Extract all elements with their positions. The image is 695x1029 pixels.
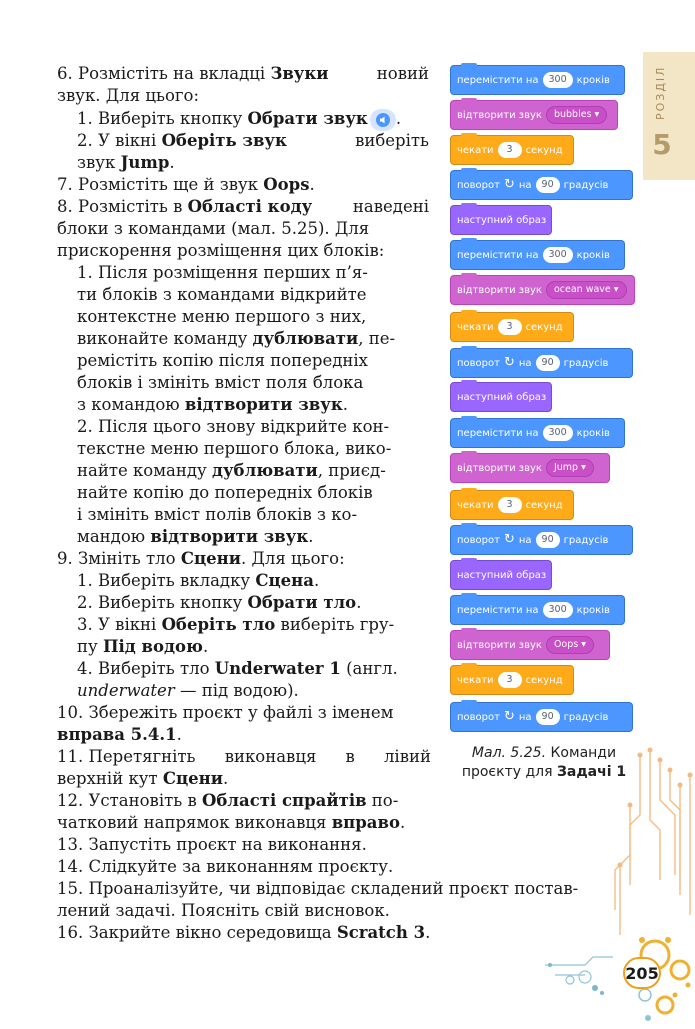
figure-caption: Мал. 5.25. Команди проєкту для Задачі 1 [461,745,627,780]
text-line: і змініть вміст полів блоків з ко- [77,505,358,524]
play-sound-block: відтворити звук bubbles ▾ [450,100,618,130]
text-line: 2. Виберіть кнопку Обрати тло. [77,593,362,612]
circuit-decoration [540,745,695,1029]
chapter-number: 5 [652,128,672,161]
turn-right-icon: ↻ [503,709,515,724]
wait-block: чекати 3 секунд [450,312,574,342]
text-line: 1. Після розміщення перших п’я- [77,263,368,282]
text-line: мандою відтворити звук. [77,527,314,546]
turn-block: поворот ↻ на 90 градусів [450,525,633,555]
wait-block: чекати 3 секунд [450,490,574,520]
text-line: 15. Проаналізуйте, чи відповідає складений проєкт постав- [57,879,579,898]
chapter-label: РОЗДІЛ [654,65,667,121]
text-line: найте копію до попередніх блоків [77,483,373,502]
text-line: ти блоків з командами відкрийте [77,285,367,304]
text-line: 13. Запустіть проєкт на виконання. [57,835,367,854]
text-line: блоків і змініть вміст поля блока [77,373,364,392]
turn-right-icon: ↻ [503,177,515,192]
move-block: перемістити на 300 кроків [450,418,625,448]
next-costume-block: наступний образ [450,382,552,412]
turn-block: поворот ↻ на 90 градусів [450,170,633,200]
text-line: ремістіть копію після попередніх [77,351,368,370]
text-line: звук Jump. [77,153,175,172]
play-sound-block: відтворити звук ocean wave ▾ [450,275,635,305]
turn-block: поворот ↻ на 90 градусів [450,348,633,378]
text-line: 8. Розмістіть в Області коду наведені [57,197,429,216]
text-line: блоки з командами (мал. 5.25). Для [57,219,370,238]
text-line: 10. Збережіть проєкт у файлі з іменем [57,703,394,722]
text-line: 9. Змініть тло Сцени. Для цього: [57,549,345,568]
text-line: вправа 5.4.1. [57,725,182,744]
text-line: найте команду дублювати, приєд- [77,461,386,480]
wait-block: чекати 3 секунд [450,135,574,165]
text-line: 1. Виберіть кнопку Обрати звук . [77,108,401,131]
text-line: 12. Установіть в Області спрайтів по- [57,791,399,810]
page-number: 205 [623,957,661,989]
text-line: 2. Після цього знову відкрийте кон- [77,417,390,436]
text-line: текстне меню першого блока, вико- [77,439,392,458]
text-line: 3. У вікні Оберіть тло виберіть гру- [77,615,395,634]
turn-right-icon: ↻ [503,355,515,370]
choose-sound-icon [370,109,396,131]
text-line: верхній кут Сцени. [57,769,229,788]
text-line: 14. Слідкуйте за виконанням проєкту. [57,857,394,876]
text-line: лений задачі. Поясніть свій висновок. [57,901,390,920]
text-line: виконайте команду дублювати, пе- [77,329,396,348]
text-line: 2. У вікні Оберіть звук виберіть [77,131,429,150]
move-block: перемістити на 300 кроків [450,595,625,625]
play-sound-block: відтворити звук Jump ▾ [450,453,610,483]
turn-right-icon: ↻ [503,532,515,547]
text-line: пу Під водою. [77,637,209,656]
next-costume-block: наступний образ [450,560,552,590]
text-line: 1. Виберіть вкладку Сцена. [77,571,320,590]
text-line: чатковий напрямок виконавця вправо. [57,813,406,832]
text-line: 11. Перетягніть виконавця в лівий [57,747,431,766]
text-line: 16. Закрийте вікно середовища Scratch 3. [57,923,431,942]
text-line: контекстне меню першого з них, [77,307,367,326]
text-line: 6. Розмістіть на вкладці Звуки новий [57,64,429,83]
text-line: з командою відтворити звук. [77,395,349,414]
move-block: перемістити на 300 кроків [450,65,625,95]
text-line: звук. Для цього: [57,86,200,105]
move-block: перемістити на 300 кроків [450,240,625,270]
text-line: underwater — під водою). [77,681,299,700]
text-line: 7. Розмістіть ще й звук Oops. [57,175,315,194]
turn-block: поворот ↻ на 90 градусів [450,702,633,732]
text-line: прискорення розміщення цих блоків: [57,241,385,260]
next-costume-block: наступний образ [450,205,552,235]
play-sound-block: відтворити звук Oops ▾ [450,630,610,660]
text-line: 4. Виберіть тло Underwater 1 (англ. [77,659,398,678]
wait-block: чекати 3 секунд [450,665,574,695]
